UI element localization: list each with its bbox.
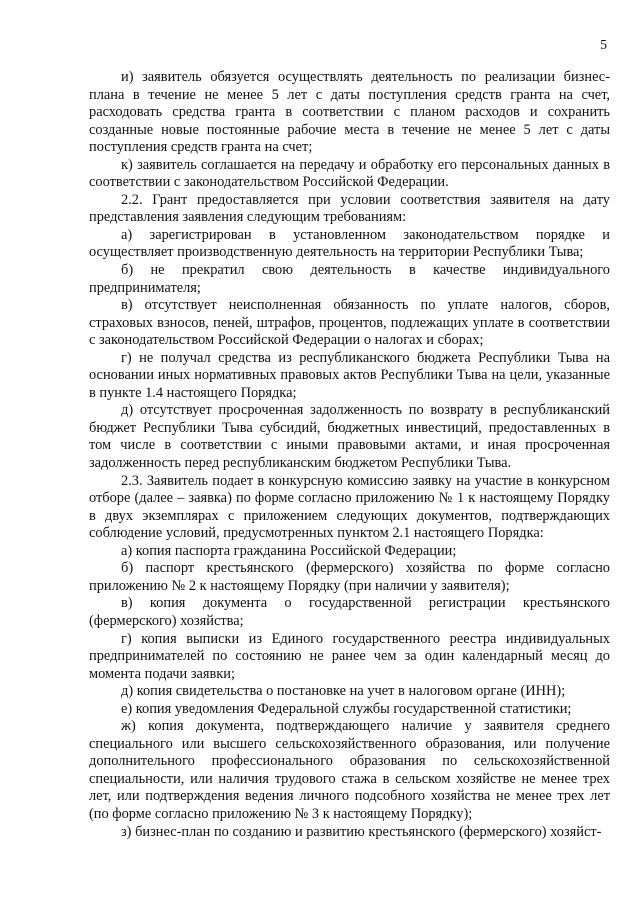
paragraph-g-no-republican-funds: г) не получал средства из республиканского бюджета Республики Тыва на основании иных нормативных правовых актов Республики Тыва на цели, указанные в пункте 1.4 настоящего Порядка; (89, 349, 610, 401)
page-number: 5 (600, 37, 607, 52)
paragraph-d-no-overdue-debt: д) отсутствует просроченная задолженность по возврату в республиканский бюджет Республики Тыва субсидий, бюджетных инвестиций, предоставленных в том числе в соответствии с иными правовыми актами, и иная просроченная задолженность перед республиканским бюджетом Республики Тыва. (89, 402, 610, 472)
list-item-d-tax-certificate: д) копия свидетельства о постановке на учет в налоговом органе (ИНН); (121, 683, 566, 700)
list-item-zh-education-document: ж) копия документа, подтверждающего наличие у заявителя среднего специального или высшего сельскохозяйственного образования, или получение дополнительного профессионального образования по сельскохозяйственной специальности, или наличия трудового стажа в сельском хозяйстве не менее трех лет, или подтверждения ведения личного подсобного хозяйства не менее трех лет (по форме согласно приложению № 3 к настоящему Порядку); (89, 718, 610, 822)
document-body (89, 69, 610, 841)
paragraph-i-business-plan-obligation: и) заявитель обязуется осуществлять деятельность по реализации бизнес-плана в течение не менее 5 лет с даты поступления средств гранта на счет, расходовать средства гранта в соответствии с планом расходов и сохранить созданные новые постоянные рабочие места в течение не менее 5 лет с даты поступления средств гранта на счет; (89, 69, 610, 156)
paragraph-a-registered: а) зарегистрирован в установленном законодательством порядке и осуществляет производственную деятельность на территории Республики Тыва; (89, 226, 610, 261)
list-item-g-register-extract: г) копия выписки из Единого государственного реестра индивидуальных предпринимателей по состоянию не ранее чем за один календарный месяц до момента подачи заявки; (89, 630, 610, 682)
paragraph-2-2-grant-conditions: 2.2. Грант предоставляется при условии соответствия заявителя на дату представления заявления следующим требованиям: (89, 191, 610, 226)
list-item-b-farm-passport: б) паспорт крестьянского (фермерского) хозяйства по форме согласно приложению № 2 к настоящему Порядку (при наличии у заявителя); (89, 560, 610, 594)
list-item-e-statistics-notice: е) копия уведомления Федеральной службы государственной статистики; (121, 700, 572, 717)
paragraph-v-no-tax-obligations: в) отсутствует неисполненная обязанность по уплате налогов, сборов, страховых взносов, пеней, штрафов, процентов, подлежащих уплате в соответствии с законодательством Российской Федерации о налогах и сборах; (89, 297, 610, 349)
list-item-z-business-plan: з) бизнес-план по созданию и развитию крестьянского (фермерского) хозяйст- (121, 823, 602, 840)
list-item-a-passport-copy: а) копия паспорта гражданина Российской Федерации; (121, 542, 457, 559)
list-item-v-registration-document: в) копия документа о государственной регистрации крестьянского (фермерского) хозяйства; (89, 595, 610, 629)
paragraph-2-3-application-submission: 2.3. Заявитель подает в конкурсную комиссию заявку на участие в конкурсном отборе (далее – заявка) по форме согласно приложению № 1 к настоящему Порядку в двух экземплярах с приложением следующих документов, подтверждающих соблюдение условий, предусмотренных пунктом 2.1 настоящего Порядка: (89, 472, 610, 542)
paragraph-b-not-ceased-activity: б) не прекратил свою деятельность в качестве индивидуального предпринимателя; (89, 262, 610, 296)
paragraph-k-personal-data-consent: к) заявитель соглашается на передачу и обработку его персональных данных в соответствии с законодательством Российской Федерации. (89, 156, 610, 191)
